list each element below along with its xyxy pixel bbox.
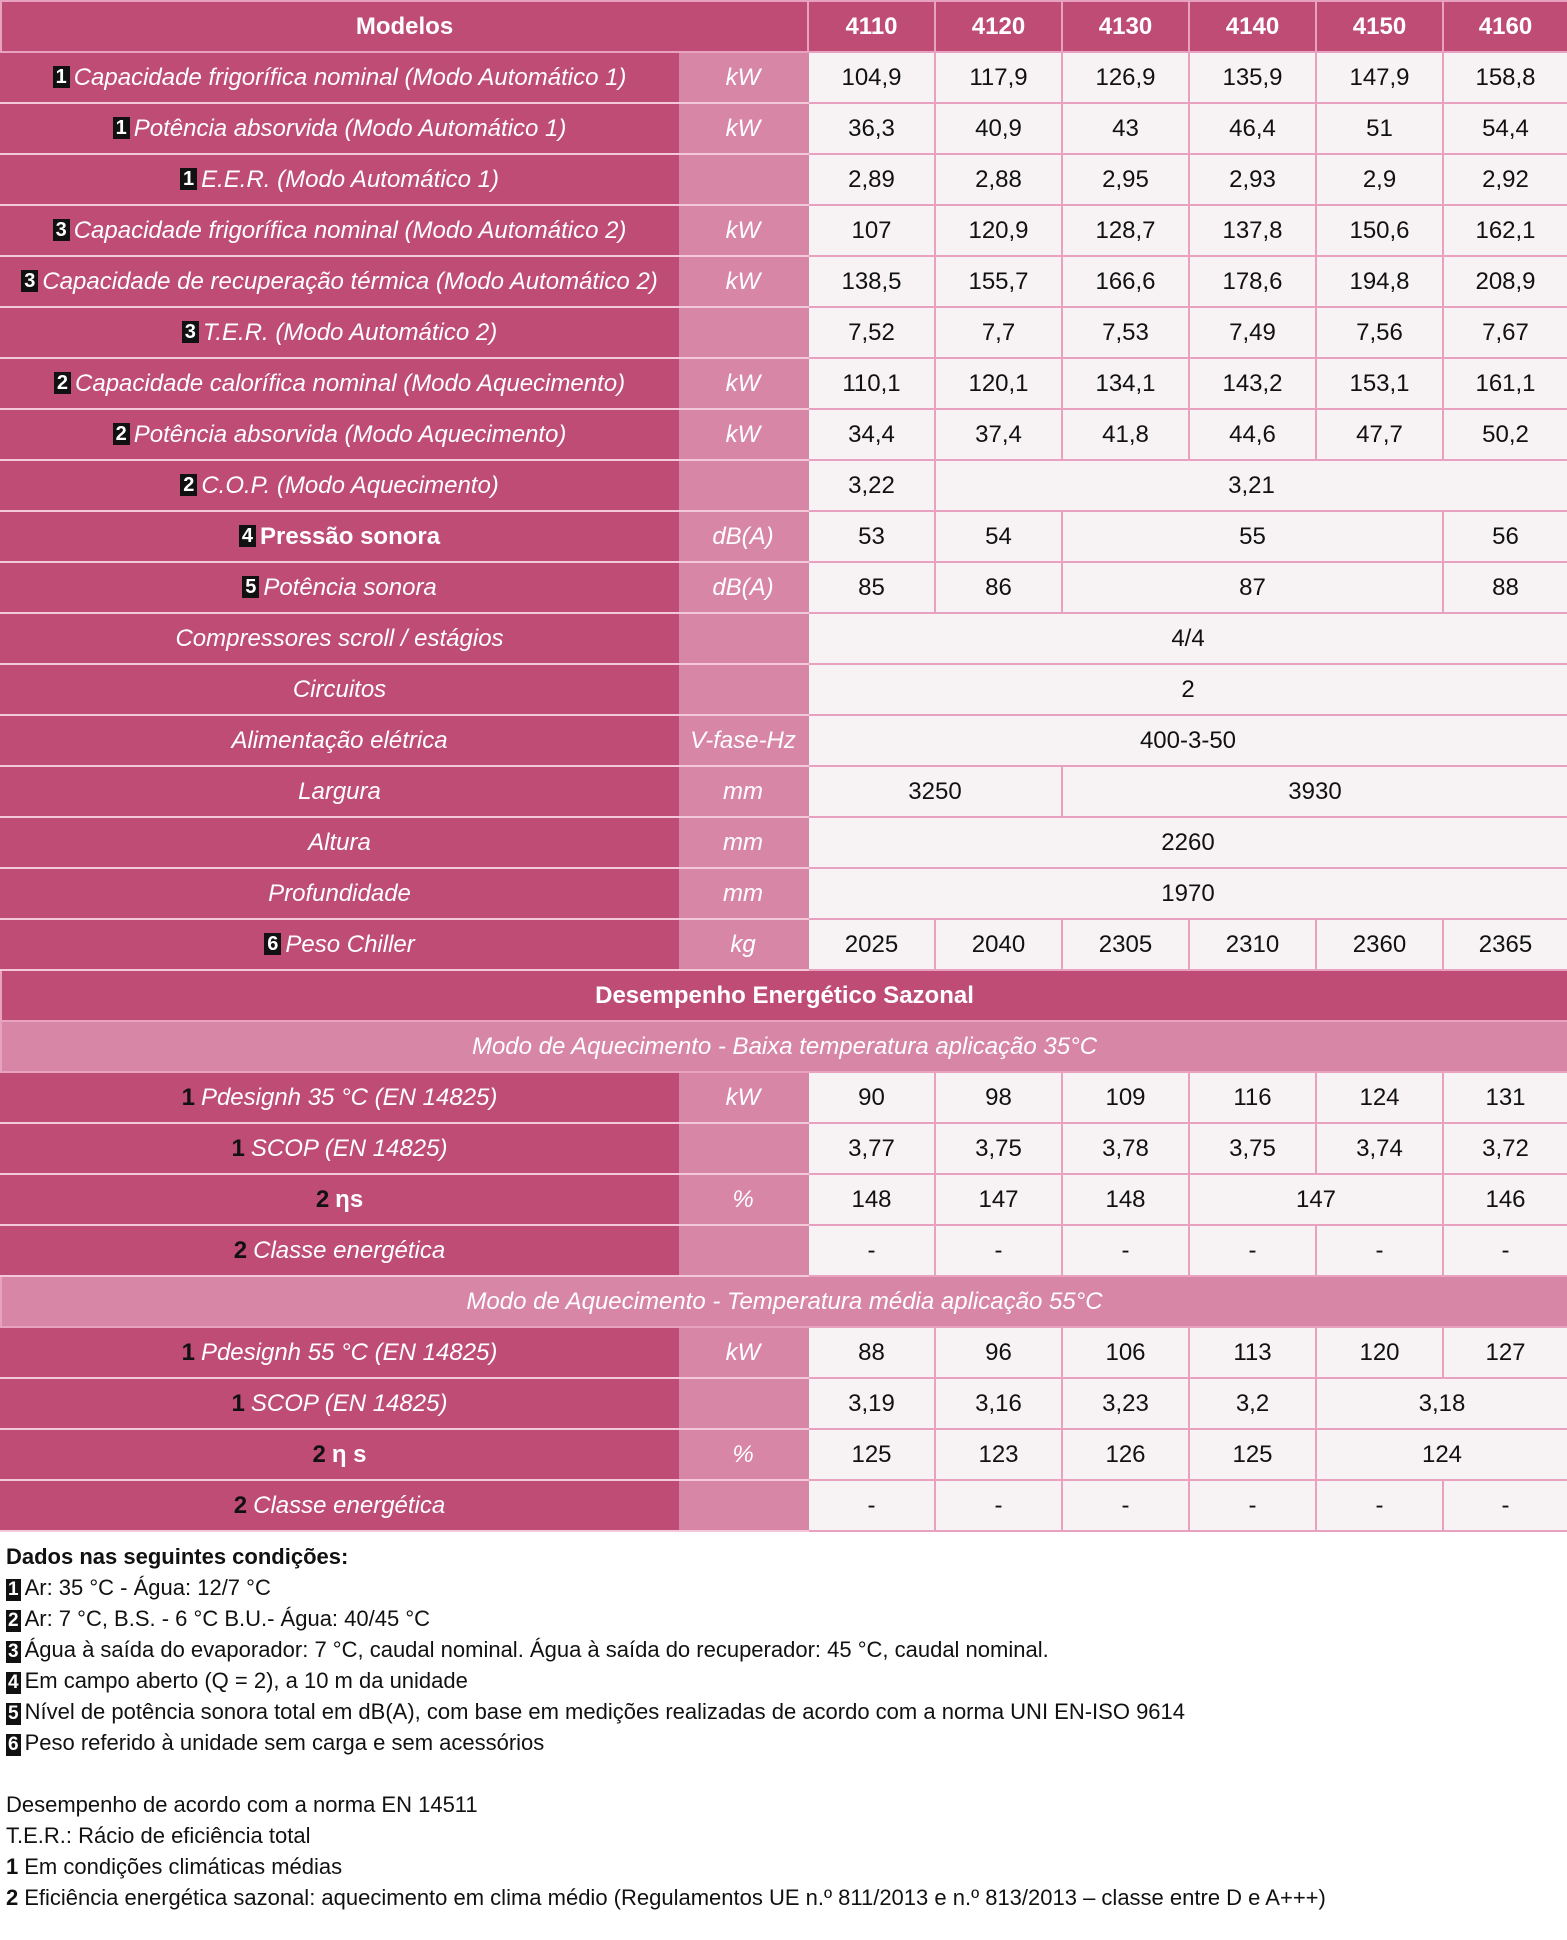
cell: 123 [935, 1429, 1062, 1480]
cell: 208,9 [1443, 256, 1567, 307]
cell: 126,9 [1062, 52, 1189, 103]
row-label: 2 Classe energética [1, 1225, 678, 1276]
row-label: 6 Peso Chiller [1, 919, 678, 970]
cell: 36,3 [808, 103, 935, 154]
table-row [1, 103, 1567, 154]
cell: 3,23 [1062, 1378, 1189, 1429]
table-row [1, 460, 1567, 511]
cell: 43 [1062, 103, 1189, 154]
model-header: 4140 [1189, 1, 1316, 52]
cell: 90 [808, 1072, 935, 1123]
cell: 120,1 [935, 358, 1062, 409]
row-unit [678, 613, 808, 664]
cell: - [808, 1225, 935, 1276]
row-unit: kW [678, 103, 808, 154]
cell: 148 [808, 1174, 935, 1225]
cell: 2260 [808, 817, 1567, 868]
row-label: 1 Pdesignh 55 °C (EN 14825) [1, 1327, 678, 1378]
note-number: 1 [231, 1389, 245, 1417]
table-row [1, 562, 1567, 613]
note-number: 2 [315, 1185, 330, 1213]
note-marker: 1 [180, 168, 197, 190]
cell: 158,8 [1443, 52, 1567, 103]
row-label: 1 E.E.R. (Modo Automático 1) [1, 154, 678, 205]
cell: 2360 [1316, 919, 1443, 970]
cell: 120 [1316, 1327, 1443, 1378]
cell: - [935, 1225, 1062, 1276]
row-label: 2 Potência absorvida (Modo Aquecimento) [1, 409, 678, 460]
row-label: Altura [1, 817, 678, 868]
row-unit: % [678, 1429, 808, 1480]
cell: - [1189, 1480, 1316, 1531]
table-row [1, 1072, 1567, 1123]
note-marker: 3 [8, 1641, 19, 1662]
cell: 2365 [1443, 919, 1567, 970]
cell: 3,16 [935, 1378, 1062, 1429]
row-unit: kW [678, 52, 808, 103]
header-row [1, 1, 1567, 52]
cell: 37,4 [935, 409, 1062, 460]
row-unit: mm [678, 868, 808, 919]
cell: 2040 [935, 919, 1062, 970]
cell: 3,72 [1443, 1123, 1567, 1174]
row-label: Profundidade [1, 868, 678, 919]
row-unit [678, 307, 808, 358]
table-row [1, 766, 1567, 817]
row-label: 1 SCOP (EN 14825) [1, 1123, 678, 1174]
model-header: 4130 [1062, 1, 1189, 52]
row-label: Alimentação elétrica [1, 715, 678, 766]
cell: 7,67 [1443, 307, 1567, 358]
cell: 3,77 [808, 1123, 935, 1174]
row-label: 2 ηs [1, 1174, 678, 1225]
cell: 86 [935, 562, 1062, 613]
footnote-number: 2 [6, 1885, 19, 1910]
note-marker: 3 [182, 321, 199, 343]
note-marker: 3 [21, 270, 38, 292]
table-row [1, 154, 1567, 205]
cell: 155,7 [935, 256, 1062, 307]
table-row [1, 1174, 1567, 1225]
subsection-title: Modo de Aquecimento - Baixa temperatura aplicação 35°C [1, 1021, 1567, 1072]
note-marker: 1 [8, 1579, 19, 1600]
cell: 3,78 [1062, 1123, 1189, 1174]
cell: 147,9 [1316, 52, 1443, 103]
row-label: 3 T.E.R. (Modo Automático 2) [1, 307, 678, 358]
row-unit: kW [678, 1072, 808, 1123]
models-header: Modelos [1, 1, 808, 52]
note-marker: 2 [8, 1610, 19, 1631]
cell: 161,1 [1443, 358, 1567, 409]
note-marker: 5 [8, 1703, 19, 1724]
cell: 7,56 [1316, 307, 1443, 358]
cell: 147 [935, 1174, 1062, 1225]
model-header: 4150 [1316, 1, 1443, 52]
cell: 50,2 [1443, 409, 1567, 460]
note-item: 1 Ar: 35 °C - Água: 12/7 °C [8, 1575, 271, 1600]
footnote: 2 Eficiência energética sazonal: aquecimento em clima médio (Regulamentos UE n.º 811/2013 e n.º 813/2013 – classe entre D e A+++) [6, 1885, 1326, 1910]
section-row [1, 970, 1567, 1021]
cell: 98 [935, 1072, 1062, 1123]
cell: 3,75 [1189, 1123, 1316, 1174]
cell: 150,6 [1316, 205, 1443, 256]
note-item: 2 Ar: 7 °C, B.S. - 6 °C B.U.- Água: 40/45 °C [8, 1606, 431, 1631]
cell: 44,6 [1189, 409, 1316, 460]
row-unit [678, 1225, 808, 1276]
row-unit: V-fase-Hz [678, 715, 808, 766]
cell: 96 [935, 1327, 1062, 1378]
row-label: 3 Capacidade de recuperação térmica (Modo Automático 2) [1, 256, 678, 307]
table-row [1, 358, 1567, 409]
cell: 148 [1062, 1174, 1189, 1225]
model-header: 4110 [808, 1, 935, 52]
table-row [1, 1480, 1567, 1531]
cell: 3250 [808, 766, 1062, 817]
cell: 40,9 [935, 103, 1062, 154]
table-row [1, 715, 1567, 766]
note-number: 1 [231, 1134, 245, 1162]
note-item: 6 Peso referido à unidade sem carga e sem acessórios [8, 1730, 545, 1755]
cell: 46,4 [1189, 103, 1316, 154]
cell: 153,1 [1316, 358, 1443, 409]
cell: 178,6 [1189, 256, 1316, 307]
cell: 3,19 [808, 1378, 935, 1429]
cell: - [1443, 1480, 1567, 1531]
cell: 7,52 [808, 307, 935, 358]
row-label: Largura [1, 766, 678, 817]
cell: 7,53 [1062, 307, 1189, 358]
cell: 55 [1062, 511, 1443, 562]
cell: 116 [1189, 1072, 1316, 1123]
row-label: 1 Potência absorvida (Modo Automático 1) [1, 103, 678, 154]
cell: 113 [1189, 1327, 1316, 1378]
table-row [1, 1327, 1567, 1378]
row-label: 2 η s [1, 1429, 678, 1480]
cell: 2,88 [935, 154, 1062, 205]
note-marker: 2 [180, 474, 197, 496]
cell: 104,9 [808, 52, 935, 103]
cell: 127 [1443, 1327, 1567, 1378]
cell: 53 [808, 511, 935, 562]
cell: 54,4 [1443, 103, 1567, 154]
notes-title: Dados nas seguintes condições: [6, 1544, 349, 1569]
cell: 126 [1062, 1429, 1189, 1480]
note-item: 5 Nível de potência sonora total em dB(A), com base em medições realizadas de acordo com a norma UNI EN-ISO 9614 [8, 1699, 1186, 1724]
cell: 34,4 [808, 409, 935, 460]
cell: 162,1 [1443, 205, 1567, 256]
cell: 109 [1062, 1072, 1189, 1123]
table-row [1, 1123, 1567, 1174]
row-unit [678, 1378, 808, 1429]
row-unit [678, 664, 808, 715]
cell: 124 [1316, 1072, 1443, 1123]
cell: 400-3-50 [808, 715, 1567, 766]
note-marker: 6 [8, 1734, 19, 1755]
cell: 124 [1316, 1429, 1567, 1480]
cell: 128,7 [1062, 205, 1189, 256]
cell: 56 [1443, 511, 1567, 562]
row-unit: kW [678, 1327, 808, 1378]
note-marker: 1 [113, 117, 130, 139]
footnote-number: 1 [6, 1854, 19, 1879]
cell: 135,9 [1189, 52, 1316, 103]
note-marker: 2 [54, 372, 71, 394]
table-row [1, 817, 1567, 868]
row-unit [678, 460, 808, 511]
table-row [1, 1429, 1567, 1480]
cell: 194,8 [1316, 256, 1443, 307]
cell: - [1316, 1480, 1443, 1531]
table-row [1, 1225, 1567, 1276]
row-label: Circuitos [1, 664, 678, 715]
cell: 166,6 [1062, 256, 1189, 307]
cell: 51 [1316, 103, 1443, 154]
cell: 147 [1189, 1174, 1443, 1225]
notes-block [6, 1541, 1556, 1913]
cell: 3930 [1062, 766, 1567, 817]
cell: - [1443, 1225, 1567, 1276]
note-marker: 1 [53, 66, 70, 88]
row-unit: kW [678, 409, 808, 460]
cell: 47,7 [1316, 409, 1443, 460]
row-label: 3 Capacidade frigorífica nominal (Modo Automático 2) [1, 205, 678, 256]
cell: 120,9 [935, 205, 1062, 256]
cell: - [1189, 1225, 1316, 1276]
note-marker: 2 [113, 423, 130, 445]
cell: 2,89 [808, 154, 935, 205]
cell: 2,93 [1189, 154, 1316, 205]
cell: 2,92 [1443, 154, 1567, 205]
cell: 2,95 [1062, 154, 1189, 205]
cell: 4/4 [808, 613, 1567, 664]
row-unit [678, 154, 808, 205]
row-label: 1 SCOP (EN 14825) [1, 1378, 678, 1429]
cell: 54 [935, 511, 1062, 562]
cell: - [935, 1480, 1062, 1531]
cell: 146 [1443, 1174, 1567, 1225]
cell: 117,9 [935, 52, 1062, 103]
cell: 1970 [808, 868, 1567, 919]
row-unit: kW [678, 256, 808, 307]
row-label: 5 Potência sonora [1, 562, 678, 613]
row-unit [678, 1480, 808, 1531]
cell: 107 [808, 205, 935, 256]
table-row [1, 868, 1567, 919]
cell: 138,5 [808, 256, 935, 307]
note-marker: 4 [8, 1672, 19, 1693]
row-unit [678, 1123, 808, 1174]
row-label: 4 Pressão sonora [1, 511, 678, 562]
spacer [6, 1758, 1556, 1789]
row-unit: dB(A) [678, 562, 808, 613]
table-row [1, 307, 1567, 358]
table-row [1, 511, 1567, 562]
cell: 2 [808, 664, 1567, 715]
cell: 7,49 [1189, 307, 1316, 358]
cell: 3,18 [1316, 1378, 1567, 1429]
row-unit: dB(A) [678, 511, 808, 562]
cell: 88 [1443, 562, 1567, 613]
row-unit: kW [678, 358, 808, 409]
table-row [1, 1378, 1567, 1429]
row-unit: mm [678, 766, 808, 817]
cell: 110,1 [808, 358, 935, 409]
table-row [1, 664, 1567, 715]
subsection-title: Modo de Aquecimento - Temperatura média aplicação 55°C [1, 1276, 1567, 1327]
cell: - [808, 1480, 935, 1531]
cell: - [1062, 1225, 1189, 1276]
cell: 2,9 [1316, 154, 1443, 205]
cell: 137,8 [1189, 205, 1316, 256]
note-marker: 4 [239, 525, 256, 547]
row-label: Compressores scroll / estágios [1, 613, 678, 664]
model-header: 4160 [1443, 1, 1567, 52]
cell: 85 [808, 562, 935, 613]
table-row [1, 52, 1567, 103]
row-unit: % [678, 1174, 808, 1225]
table-row [1, 919, 1567, 970]
note-marker: 6 [264, 933, 281, 955]
cell: 41,8 [1062, 409, 1189, 460]
note-number: 2 [312, 1440, 326, 1468]
standard-note: Desempenho de acordo com a norma EN 14511 [6, 1792, 478, 1817]
note-item: 4 Em campo aberto (Q = 2), a 10 m da unidade [8, 1668, 468, 1693]
cell: 134,1 [1062, 358, 1189, 409]
section-title: Desempenho Energético Sazonal [1, 970, 1567, 1021]
cell: 2025 [808, 919, 935, 970]
cell: 87 [1062, 562, 1443, 613]
row-label: 2 C.O.P. (Modo Aquecimento) [1, 460, 678, 511]
cell: 7,7 [935, 307, 1062, 358]
note-number: 1 [181, 1083, 195, 1111]
table-row [1, 613, 1567, 664]
note-marker: 3 [53, 219, 70, 241]
cell: 3,74 [1316, 1123, 1443, 1174]
cell: 2310 [1189, 919, 1316, 970]
row-label: 2 Capacidade calorífica nominal (Modo Aquecimento) [1, 358, 678, 409]
cell: 125 [1189, 1429, 1316, 1480]
note-number: 2 [233, 1491, 248, 1519]
subsection-row [1, 1021, 1567, 1072]
row-label: 1 Capacidade frigorífica nominal (Modo Automático 1) [1, 52, 678, 103]
ter-note: T.E.R.: Rácio de eficiência total [6, 1823, 311, 1848]
row-unit: mm [678, 817, 808, 868]
subsection-row [1, 1276, 1567, 1327]
note-number: 2 [233, 1236, 248, 1264]
cell: 131 [1443, 1072, 1567, 1123]
cell: 3,22 [808, 460, 935, 511]
cell: 3,21 [935, 460, 1567, 511]
row-label: 1 Pdesignh 35 °C (EN 14825) [1, 1072, 678, 1123]
cell: 125 [808, 1429, 935, 1480]
cell: 2305 [1062, 919, 1189, 970]
table-row [1, 256, 1567, 307]
row-unit: kg [678, 919, 808, 970]
footnote: 1 Em condições climáticas médias [6, 1854, 343, 1879]
cell: - [1316, 1225, 1443, 1276]
row-unit: kW [678, 205, 808, 256]
note-number: 1 [181, 1338, 195, 1366]
cell: - [1062, 1480, 1189, 1531]
row-label: 2 Classe energética [1, 1480, 678, 1531]
table-row [1, 205, 1567, 256]
cell: 88 [808, 1327, 935, 1378]
cell: 143,2 [1189, 358, 1316, 409]
cell: 3,2 [1189, 1378, 1316, 1429]
note-item: 3 Água à saída do evaporador: 7 °C, caudal nominal. Água à saída do recuperador: 45 °C, caudal nominal. [8, 1637, 1049, 1662]
model-header: 4120 [935, 1, 1062, 52]
cell: 106 [1062, 1327, 1189, 1378]
note-marker: 5 [242, 576, 259, 598]
table-row [1, 409, 1567, 460]
cell: 3,75 [935, 1123, 1062, 1174]
